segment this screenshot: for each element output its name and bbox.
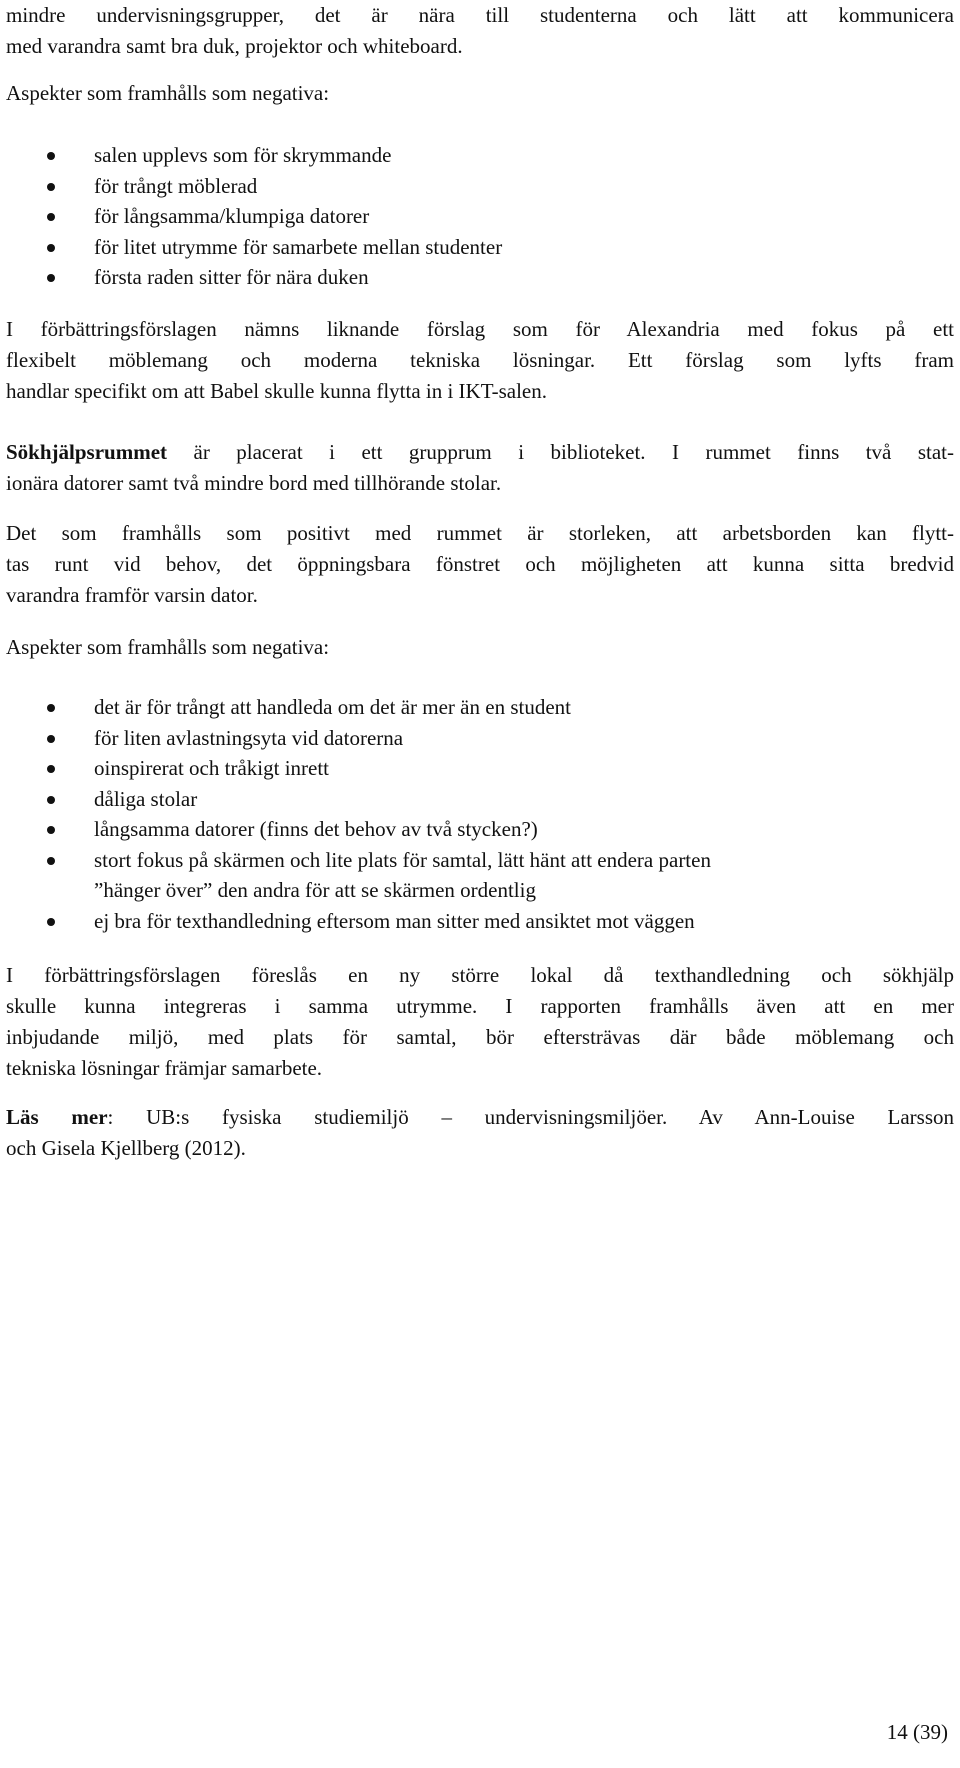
list-item-text: dåliga stolar (94, 786, 198, 811)
bullet-icon (47, 857, 55, 865)
negative-heading-1: Aspekter som framhålls som negativa: (6, 81, 330, 105)
read-more-line-1-rest: : UB:s fysiska studiemiljö – undervisningsmiljöer. Av Ann-Louise Larsson (107, 1105, 954, 1129)
positive-line-2: tas runt vid behov, det öppningsbara fönstret och möjligheten att kunna sitta bredvid (6, 552, 954, 576)
list-item (0, 814, 960, 845)
negative-list-1 (0, 140, 960, 293)
read-more-line-2: och Gisela Kjellberg (2012). (6, 1136, 246, 1160)
list-item-text: för långsamma/klumpiga datorer (94, 204, 370, 228)
list-item-text: oinspirerat och tråkigt inrett (94, 756, 330, 780)
negative-list-2 (0, 692, 960, 936)
list-item (0, 171, 960, 202)
room-line-2: ionära datorer samt två mindre bord med tillhörande stolar. (6, 471, 502, 495)
intro-paragraph (6, 0, 954, 62)
list-item (0, 723, 960, 754)
room-line-1 (6, 437, 954, 468)
positive-line-1: Det som framhålls som positivt med rummet är storleken, att arbetsborden kan flytt- (6, 521, 954, 545)
list-item-continuation: ”hänger över” den andra för att se skärmen ordentlig (94, 878, 536, 902)
intro-line-2: med varandra samt bra duk, projektor och whiteboard. (6, 34, 463, 58)
bullet-icon (47, 765, 55, 773)
intro-line-1: mindre undervisningsgrupper, det är nära till studenterna och lätt att kommunicera (6, 3, 954, 27)
bullet-icon (47, 918, 55, 926)
bullet-icon (47, 735, 55, 743)
list-item-text: det är för trångt att handleda om det är mer än en student (94, 695, 571, 719)
list-item (0, 784, 960, 815)
positive-paragraph (6, 518, 954, 611)
improvements-1-line-3: handlar specifikt om att Babel skulle kunna flytta in i IKT-salen. (6, 379, 548, 403)
read-more-label: Läs mer (6, 1105, 108, 1129)
bullet-icon (47, 796, 55, 804)
read-more-line-1 (6, 1102, 954, 1133)
room-line-1-rest: är placerat i ett grupprum i biblioteket. I rummet finns två stat- (167, 440, 954, 464)
list-item-text: för liten avlastningsyta vid datorerna (94, 725, 404, 750)
read-more-paragraph (6, 1102, 954, 1164)
improvements-1-line-1: I förbättringsförslagen nämns liknande förslag som för Alexandria med fokus på ett (6, 317, 954, 341)
list-item (0, 262, 960, 293)
page-number: 14 (39) (886, 1720, 948, 1744)
bullet-icon (47, 274, 55, 282)
bullet-icon (47, 244, 55, 252)
negative-heading-2: Aspekter som framhålls som negativa: (6, 635, 330, 659)
list-item (0, 906, 960, 937)
list-item (0, 232, 960, 263)
bullet-icon (47, 152, 55, 160)
list-item (0, 140, 960, 171)
improvements-1-line-2: flexibelt möblemang och moderna tekniska lösningar. Ett förslag som lyfts fram (6, 348, 954, 372)
list-item-text: första raden sitter för nära duken (94, 265, 369, 289)
room-name: Sökhjälpsrummet (6, 440, 168, 464)
list-item-text: långsamma datorer (finns det behov av två stycken?) (94, 817, 538, 841)
list-item-text: för trångt möblerad (94, 173, 258, 198)
room-paragraph (6, 437, 954, 499)
list-item (0, 692, 960, 723)
improvements-2-line-4: tekniska lösningar främjar samarbete. (6, 1056, 323, 1080)
improvements-2-line-1: I förbättringsförslagen föreslås en ny större lokal då texthandledning och sökhjälp (6, 963, 954, 987)
positive-line-3: varandra framför varsin dator. (6, 583, 258, 607)
improvements-2-line-3: inbjudande miljö, med plats för samtal, bör eftersträvas där både möblemang och (6, 1025, 954, 1049)
list-item (0, 201, 960, 232)
bullet-icon (47, 183, 55, 191)
improvements-paragraph-2 (6, 960, 954, 1084)
improvements-2-line-2: skulle kunna integreras i samma utrymme. I rapporten framhålls även att en mer (6, 994, 954, 1018)
bullet-icon (47, 213, 55, 221)
bullet-icon (47, 704, 55, 712)
list-item-text: stort fokus på skärmen och lite plats för samtal, lätt hänt att endera parten (94, 847, 711, 872)
list-item-text: ej bra för texthandledning eftersom man sitter med ansiktet mot väggen (94, 908, 695, 933)
list-item (0, 753, 960, 784)
bullet-icon (47, 826, 55, 834)
list-item (0, 845, 960, 906)
list-item-text: för litet utrymme för samarbete mellan studenter (94, 234, 503, 259)
list-item-text: salen upplevs som för skrymmande (94, 143, 392, 167)
improvements-paragraph-1 (6, 314, 954, 407)
